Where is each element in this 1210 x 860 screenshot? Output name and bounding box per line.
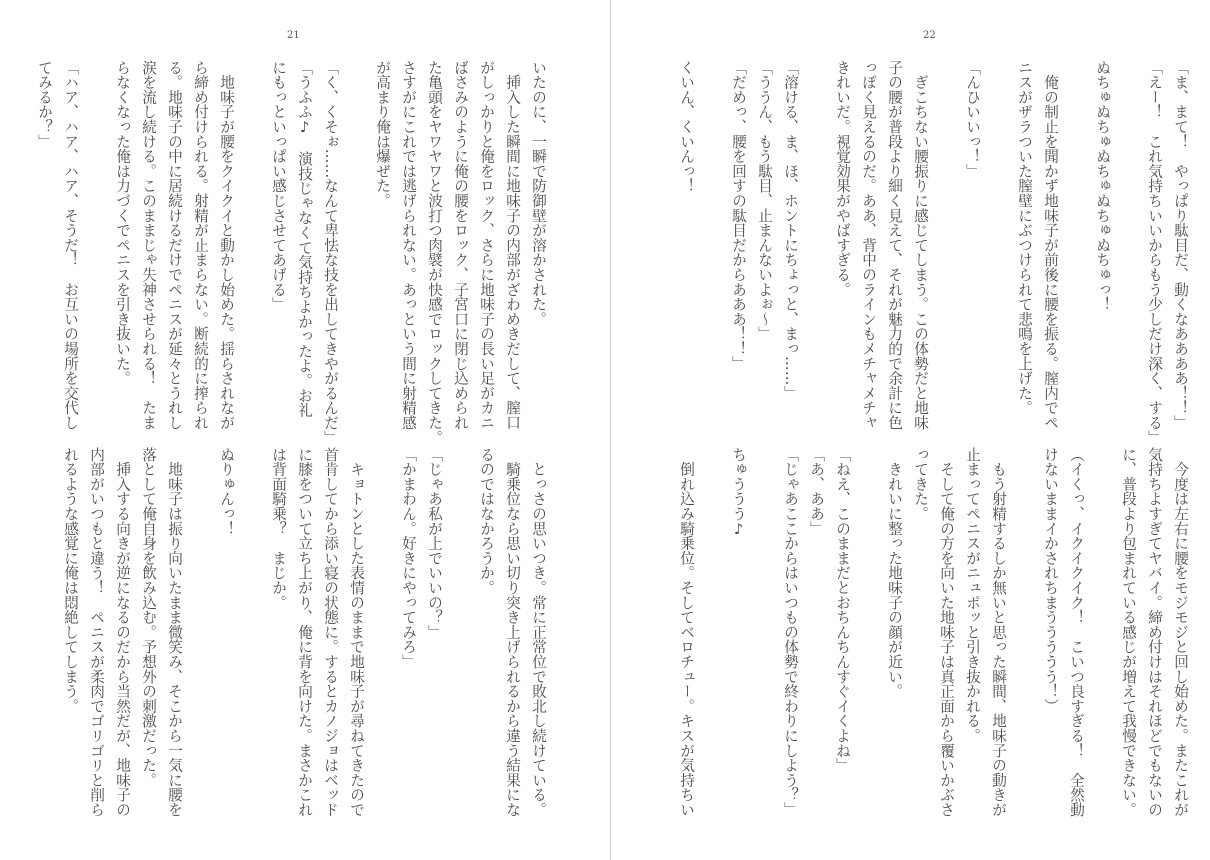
text-column: もう射精するしか無いと思った瞬間、地味子の動きが [990,447,1007,817]
text-column: に、普段より包まれている感じが増えて我慢できない。 [1120,447,1137,817]
text-column: る。地味子の中に居続けるだけでペニスが延々とうれし [166,60,183,430]
text-column: 地味子が腰をクイクイと動かし始めた。揺らされなが [218,60,235,430]
upper-text-block [0,60,610,450]
text-column: 「えー！ これ気持ちいいからもう少しだけ深く、する」 [1146,60,1163,445]
text-column: 地味子は振り向いたまま微笑み、そこから一気に腰を [166,447,183,817]
text-column: 「ハア、ハア、ハア、そうだ！ お互いの場所を交代し [62,60,79,430]
text-column: るのではなかろうか。 [478,447,495,595]
text-column: が高まり俺は爆ぜた。 [374,60,391,208]
text-column: れるような感覚に俺は悶絶してしまう。 [62,447,79,714]
text-column: そして俺の方を向いた地味子は真正面から覆いかぶさ [938,447,955,817]
text-column: 首肯してから添い寝の状態に。するとカノジョはベッド [322,447,339,817]
text-column: は背面騎乗？ まじか。 [270,447,287,610]
text-column: とっさの思いつき。常に正常位で敗北し続けている。 [530,447,547,817]
text-column: 「じゃあ私が上でいいの？」 [426,447,443,640]
page-number: 22 [923,30,936,41]
text-column: 「じゃあここからはいつもの体勢で終わりにしよう？」 [782,447,799,817]
text-column: 「うふふ♪ 演技じゃなくて気持ちよかったよ。お礼 [296,60,313,418]
text-column: ぬりゅんっ！ [218,447,235,536]
text-column: 俺の制止を聞かず地味子が前後に腰を振る。膣内でペ [1042,60,1059,430]
text-column: 今度は左右に腰をモジモジと回し始めた。またこれが [1172,447,1189,817]
text-column: 子の腰が普段より細く見えて、それが魅力的で余計に色 [886,60,903,430]
upper-text-block [611,60,1210,450]
text-column: 「んひいいっ！」 [964,60,981,179]
text-column: ニスがザラついた膣壁にぶつけられて悲鳴を上げた。 [1016,60,1033,416]
text-column: 内部がいつもと違う！ ペニスが柔肉でゴリゴリと削ら [88,447,105,817]
text-column: ぎこちない腰振りに感じてしまう。この体勢だと地味 [912,60,929,430]
text-column: てみるか？」 [36,60,53,149]
text-column: 「ま、まて！ やっぱり駄目だ、動くなああああ！！」 [1172,60,1189,430]
text-column: ってきた。 [912,447,929,521]
text-column: らなくなった俺は力づくでペニスを引き抜いた。 [114,60,131,386]
text-column: 「く、くそぉ……なんて卑怯な技を出してきやがるんだ」 [322,60,339,445]
lower-text-block [611,447,1210,837]
page-number: 21 [287,30,300,41]
text-column: キョトンとした表情のままで地味子が尋ねてきたので [348,447,365,817]
text-column: 騎乗位なら思い切り突き上げられるから違う結果にな [504,447,521,817]
text-column: ちゅううう♪ [730,447,747,539]
text-column: きれいに整った地味子の顔が近い。 [886,447,903,699]
text-column: さすがにこれでは逃げられない。あっという間に射精感 [400,60,417,430]
text-column: （イくっ、イクイクイク！ こいつ良すぎる！ 全然動 [1068,447,1085,817]
text-column: ら締め付けられる。射精が止まらない。断続的に搾られ [192,60,209,430]
text-column: に膝をついて立ち上がり、俺に背を向けた。まさかこれ [296,447,313,817]
text-column: 挿入する向きが逆になるのだから当然だが、地味子の [114,447,131,817]
text-column: 落として俺自身を飲み込む。予想外の刺激だった。 [140,447,157,788]
text-column: きれいだ。視覚効果がやばすぎる。 [834,60,851,297]
text-column: ばさみのように俺の腰をロック、子宮口に閉じ込められ [452,60,469,430]
text-column: 気持ちよすぎてヤバイ。締め付けはそれほどでもないの [1146,447,1163,817]
text-column: 「ううん、もう駄目、止まんないよぉ～」 [756,60,773,342]
text-column: くいん、くいんっ！ [678,60,695,194]
text-column: がしっかりと俺をロック、さらに地味子の長い足がカニ [478,60,495,430]
text-column: 「ねえ、このままだとおちんちんすぐイくよね」 [834,447,851,773]
text-column: ぬちゅぬちゅぬちゅぬちゅぬちゅっ！ [1094,60,1111,312]
text-column: 「かまわん。好きにやってみろ」 [400,447,417,669]
right-page [611,0,1210,860]
text-column: 「だめっ、腰を回すの駄目だからあああ！！」 [730,60,747,371]
text-column: っぽく見えるのだ。ああ、背中のラインもメチャメチャ [860,60,877,430]
text-column: けないままイかされちまううううう！） [1042,447,1059,714]
text-column: 「あ、ああ」 [808,447,825,536]
text-column: 挿入した瞬間に地味子の内部がざわめきだして、膣口 [504,60,521,430]
text-column: 止まってペニスがニュポッと引き抜かれる。 [964,447,981,743]
text-column: にもっといっぱい感じさせてあげる」 [270,60,287,312]
lower-text-block [0,447,610,837]
text-column: 涙を流し続ける。このままじゃ失神させられる！ たま [140,60,157,430]
text-column: 倒れ込み騎乗位。そしてベロチュー。キスが気持ちい [678,447,695,817]
text-column: た亀頭をヤワヤワと波打つ肉襞が快感でロックしてきた。 [426,60,443,445]
text-column: いたのに、一瞬で防御壁が溶かされた。 [530,60,547,327]
text-column: 「溶ける、ま、ほ、ホントにちょっと、まっ……」 [782,60,799,401]
